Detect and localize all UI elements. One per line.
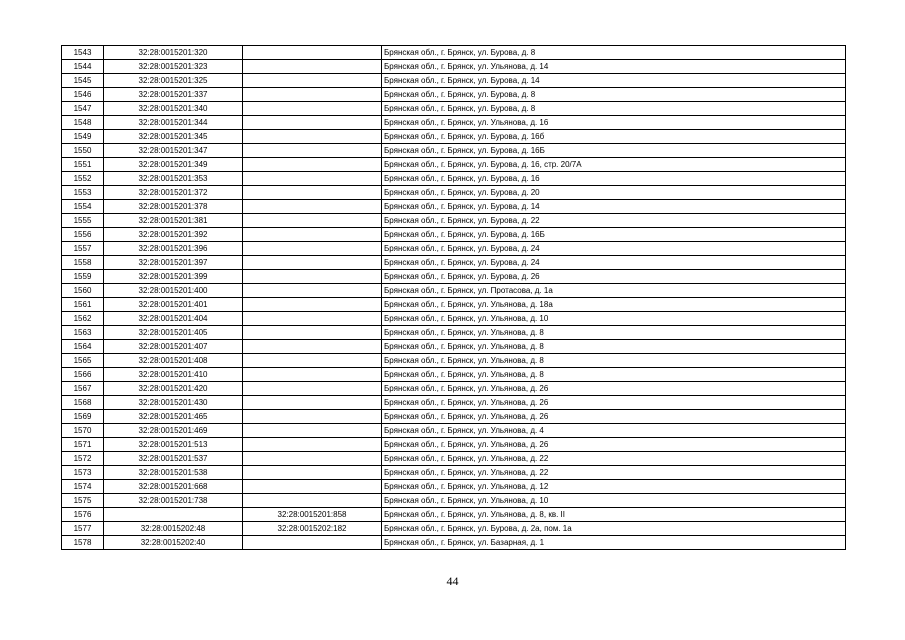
address-cell: Брянская обл., г. Брянск, ул. Бурова, д. 8 <box>382 102 846 116</box>
row-number-cell: 1562 <box>62 312 104 326</box>
related-cadastral-number-cell <box>243 368 382 382</box>
table-row <box>62 144 846 158</box>
table-row <box>62 88 846 102</box>
table-row <box>62 368 846 382</box>
address-cell: Брянская обл., г. Брянск, ул. Ульянова, д. 8 <box>382 368 846 382</box>
table-row <box>62 284 846 298</box>
related-cadastral-number-cell <box>243 438 382 452</box>
address-cell: Брянская обл., г. Брянск, ул. Протасова, д. 1а <box>382 284 846 298</box>
related-cadastral-number-cell <box>243 480 382 494</box>
address-cell: Брянская обл., г. Брянск, ул. Ульянова, д. 26 <box>382 410 846 424</box>
address-cell: Брянская обл., г. Брянск, ул. Бурова, д. 2а, пом. 1а <box>382 522 846 536</box>
row-number-cell: 1546 <box>62 88 104 102</box>
table-row <box>62 186 846 200</box>
cadastral-number-cell: 32:28:0015201:345 <box>104 130 243 144</box>
row-number-cell: 1576 <box>62 508 104 522</box>
table-row <box>62 130 846 144</box>
related-cadastral-number-cell <box>243 130 382 144</box>
table-row <box>62 480 846 494</box>
address-cell: Брянская обл., г. Брянск, ул. Ульянова, д. 4 <box>382 424 846 438</box>
row-number-cell: 1549 <box>62 130 104 144</box>
cadastral-number-cell: 32:28:0015201:396 <box>104 242 243 256</box>
table-row <box>62 536 846 550</box>
table-row <box>62 312 846 326</box>
address-cell: Брянская обл., г. Брянск, ул. Бурова, д. 16Б <box>382 228 846 242</box>
table-row <box>62 214 846 228</box>
cadastral-number-cell: 32:28:0015201:397 <box>104 256 243 270</box>
address-cell: Брянская обл., г. Брянск, ул. Бурова, д. 26 <box>382 270 846 284</box>
table-row <box>62 410 846 424</box>
row-number-cell: 1545 <box>62 74 104 88</box>
related-cadastral-number-cell <box>243 452 382 466</box>
address-cell: Брянская обл., г. Брянск, ул. Бурова, д. 8 <box>382 88 846 102</box>
related-cadastral-number-cell <box>243 536 382 550</box>
table-row <box>62 382 846 396</box>
table-row <box>62 494 846 508</box>
table-row <box>62 508 846 522</box>
table-row <box>62 326 846 340</box>
address-cell: Брянская обл., г. Брянск, ул. Бурова, д. 14 <box>382 74 846 88</box>
address-cell: Брянская обл., г. Брянск, ул. Бурова, д. 24 <box>382 242 846 256</box>
related-cadastral-number-cell <box>243 312 382 326</box>
cadastral-number-cell: 32:28:0015201:323 <box>104 60 243 74</box>
address-cell: Брянская обл., г. Брянск, ул. Ульянова, д. 8 <box>382 340 846 354</box>
related-cadastral-number-cell <box>243 214 382 228</box>
cadastral-number-cell: 32:28:0015201:400 <box>104 284 243 298</box>
row-number-cell: 1569 <box>62 410 104 424</box>
row-number-cell: 1544 <box>62 60 104 74</box>
address-cell: Брянская обл., г. Брянск, ул. Ульянова, д. 8 <box>382 326 846 340</box>
related-cadastral-number-cell <box>243 494 382 508</box>
cadastral-number-cell: 32:28:0015201:538 <box>104 466 243 480</box>
row-number-cell: 1578 <box>62 536 104 550</box>
row-number-cell: 1560 <box>62 284 104 298</box>
cadastral-number-cell: 32:28:0015201:381 <box>104 214 243 228</box>
row-number-cell: 1548 <box>62 116 104 130</box>
row-number-cell: 1573 <box>62 466 104 480</box>
address-cell: Брянская обл., г. Брянск, ул. Бурова, д. 16, стр. 20/7А <box>382 158 846 172</box>
related-cadastral-number-cell <box>243 88 382 102</box>
cadastral-number-cell: 32:28:0015201:378 <box>104 200 243 214</box>
row-number-cell: 1572 <box>62 452 104 466</box>
cadastral-number-cell: 32:28:0015201:407 <box>104 340 243 354</box>
table-row <box>62 340 846 354</box>
related-cadastral-number-cell: 32:28:0015201:858 <box>243 508 382 522</box>
table-row <box>62 396 846 410</box>
address-cell: Брянская обл., г. Брянск, ул. Ульянова, д. 12 <box>382 480 846 494</box>
row-number-cell: 1556 <box>62 228 104 242</box>
row-number-cell: 1575 <box>62 494 104 508</box>
related-cadastral-number-cell <box>243 354 382 368</box>
related-cadastral-number-cell <box>243 186 382 200</box>
related-cadastral-number-cell <box>243 382 382 396</box>
table-row <box>62 158 846 172</box>
cadastral-number-cell: 32:28:0015202:48 <box>104 522 243 536</box>
table-row <box>62 256 846 270</box>
row-number-cell: 1566 <box>62 368 104 382</box>
row-number-cell: 1551 <box>62 158 104 172</box>
related-cadastral-number-cell <box>243 340 382 354</box>
related-cadastral-number-cell <box>243 46 382 60</box>
table-row <box>62 200 846 214</box>
cadastral-number-cell: 32:28:0015201:404 <box>104 312 243 326</box>
address-cell: Брянская обл., г. Брянск, ул. Бурова, д. 8 <box>382 46 846 60</box>
address-cell: Брянская обл., г. Брянск, ул. Ульянова, д. 22 <box>382 466 846 480</box>
row-number-cell: 1547 <box>62 102 104 116</box>
address-cell: Брянская обл., г. Брянск, ул. Бурова, д. 22 <box>382 214 846 228</box>
cadastral-number-cell: 32:28:0015201:405 <box>104 326 243 340</box>
row-number-cell: 1565 <box>62 354 104 368</box>
related-cadastral-number-cell <box>243 256 382 270</box>
row-number-cell: 1559 <box>62 270 104 284</box>
cadastral-number-cell: 32:28:0015201:344 <box>104 116 243 130</box>
cadastral-number-cell: 32:28:0015201:399 <box>104 270 243 284</box>
row-number-cell: 1577 <box>62 522 104 536</box>
cadastral-number-cell: 32:28:0015201:430 <box>104 396 243 410</box>
related-cadastral-number-cell <box>243 158 382 172</box>
row-number-cell: 1574 <box>62 480 104 494</box>
address-cell: Брянская обл., г. Брянск, ул. Бурова, д. 20 <box>382 186 846 200</box>
table-row <box>62 466 846 480</box>
cadastral-number-cell: 32:28:0015201:401 <box>104 298 243 312</box>
related-cadastral-number-cell <box>243 172 382 186</box>
related-cadastral-number-cell <box>243 466 382 480</box>
related-cadastral-number-cell <box>243 144 382 158</box>
table-row <box>62 452 846 466</box>
row-number-cell: 1552 <box>62 172 104 186</box>
cadastral-number-cell: 32:28:0015201:410 <box>104 368 243 382</box>
row-number-cell: 1550 <box>62 144 104 158</box>
related-cadastral-number-cell: 32:28:0015202:182 <box>243 522 382 536</box>
related-cadastral-number-cell <box>243 116 382 130</box>
row-number-cell: 1568 <box>62 396 104 410</box>
table-row <box>62 354 846 368</box>
cadastral-number-cell: 32:28:0015201:325 <box>104 74 243 88</box>
table-row <box>62 228 846 242</box>
address-cell: Брянская обл., г. Брянск, ул. Бурова, д. 16 <box>382 172 846 186</box>
cadastral-number-cell: 32:28:0015201:513 <box>104 438 243 452</box>
cadastral-number-cell: 32:28:0015201:465 <box>104 410 243 424</box>
row-number-cell: 1564 <box>62 340 104 354</box>
row-number-cell: 1554 <box>62 200 104 214</box>
address-cell: Брянская обл., г. Брянск, ул. Ульянова, д. 14 <box>382 60 846 74</box>
table-row <box>62 172 846 186</box>
table-row <box>62 242 846 256</box>
cadastral-number-cell: 32:28:0015201:420 <box>104 382 243 396</box>
address-cell: Брянская обл., г. Брянск, ул. Ульянова, д. 16 <box>382 116 846 130</box>
row-number-cell: 1557 <box>62 242 104 256</box>
row-number-cell: 1563 <box>62 326 104 340</box>
related-cadastral-number-cell <box>243 242 382 256</box>
table-row <box>62 60 846 74</box>
address-cell: Брянская обл., г. Брянск, ул. Базарная, д. 1 <box>382 536 846 550</box>
related-cadastral-number-cell <box>243 200 382 214</box>
related-cadastral-number-cell <box>243 424 382 438</box>
related-cadastral-number-cell <box>243 270 382 284</box>
cadastral-number-cell: 32:28:0015201:537 <box>104 452 243 466</box>
cadastral-number-cell: 32:28:0015202:40 <box>104 536 243 550</box>
address-cell: Брянская обл., г. Брянск, ул. Ульянова, д. 8, кв. II <box>382 508 846 522</box>
table-row <box>62 298 846 312</box>
row-number-cell: 1555 <box>62 214 104 228</box>
related-cadastral-number-cell <box>243 284 382 298</box>
address-cell: Брянская обл., г. Брянск, ул. Ульянова, д. 22 <box>382 452 846 466</box>
related-cadastral-number-cell <box>243 410 382 424</box>
related-cadastral-number-cell <box>243 228 382 242</box>
cadastral-number-cell: 32:28:0015201:372 <box>104 186 243 200</box>
table-row <box>62 270 846 284</box>
table-row <box>62 102 846 116</box>
page-number: 44 <box>446 574 459 588</box>
table-row <box>62 46 846 60</box>
related-cadastral-number-cell <box>243 74 382 88</box>
cadastral-number-cell: 32:28:0015201:668 <box>104 480 243 494</box>
address-cell: Брянская обл., г. Брянск, ул. Ульянова, д. 10 <box>382 312 846 326</box>
row-number-cell: 1570 <box>62 424 104 438</box>
row-number-cell: 1567 <box>62 382 104 396</box>
cadastral-number-cell: 32:28:0015201:347 <box>104 144 243 158</box>
cadastral-number-cell: 32:28:0015201:349 <box>104 158 243 172</box>
address-cell: Брянская обл., г. Брянск, ул. Бурова, д. 16Б <box>382 144 846 158</box>
cadastral-number-cell: 32:28:0015201:320 <box>104 46 243 60</box>
cadastral-number-cell <box>104 508 243 522</box>
cadastral-number-cell: 32:28:0015201:392 <box>104 228 243 242</box>
row-number-cell: 1558 <box>62 256 104 270</box>
row-number-cell: 1543 <box>62 46 104 60</box>
address-cell: Брянская обл., г. Брянск, ул. Бурова, д. 24 <box>382 256 846 270</box>
address-cell: Брянская обл., г. Брянск, ул. Ульянова, д. 10 <box>382 494 846 508</box>
related-cadastral-number-cell <box>243 102 382 116</box>
related-cadastral-number-cell <box>243 396 382 410</box>
cadastral-number-cell: 32:28:0015201:340 <box>104 102 243 116</box>
address-cell: Брянская обл., г. Брянск, ул. Бурова, д. 16б <box>382 130 846 144</box>
cadastral-number-cell: 32:28:0015201:353 <box>104 172 243 186</box>
table-row <box>62 522 846 536</box>
registry-table <box>61 45 846 550</box>
address-cell: Брянская обл., г. Брянск, ул. Ульянова, д. 26 <box>382 396 846 410</box>
cadastral-number-cell: 32:28:0015201:337 <box>104 88 243 102</box>
row-number-cell: 1553 <box>62 186 104 200</box>
table-row <box>62 438 846 452</box>
cadastral-number-cell: 32:28:0015201:408 <box>104 354 243 368</box>
row-number-cell: 1561 <box>62 298 104 312</box>
row-number-cell: 1571 <box>62 438 104 452</box>
table-row <box>62 116 846 130</box>
table-row <box>62 74 846 88</box>
cadastral-number-cell: 32:28:0015201:738 <box>104 494 243 508</box>
table-row <box>62 424 846 438</box>
address-cell: Брянская обл., г. Брянск, ул. Ульянова, д. 18а <box>382 298 846 312</box>
address-cell: Брянская обл., г. Брянск, ул. Ульянова, д. 26 <box>382 382 846 396</box>
related-cadastral-number-cell <box>243 326 382 340</box>
registry-table-body <box>62 46 846 550</box>
address-cell: Брянская обл., г. Брянск, ул. Ульянова, д. 8 <box>382 354 846 368</box>
cadastral-number-cell: 32:28:0015201:469 <box>104 424 243 438</box>
address-cell: Брянская обл., г. Брянск, ул. Ульянова, д. 26 <box>382 438 846 452</box>
related-cadastral-number-cell <box>243 60 382 74</box>
related-cadastral-number-cell <box>243 298 382 312</box>
address-cell: Брянская обл., г. Брянск, ул. Бурова, д. 14 <box>382 200 846 214</box>
